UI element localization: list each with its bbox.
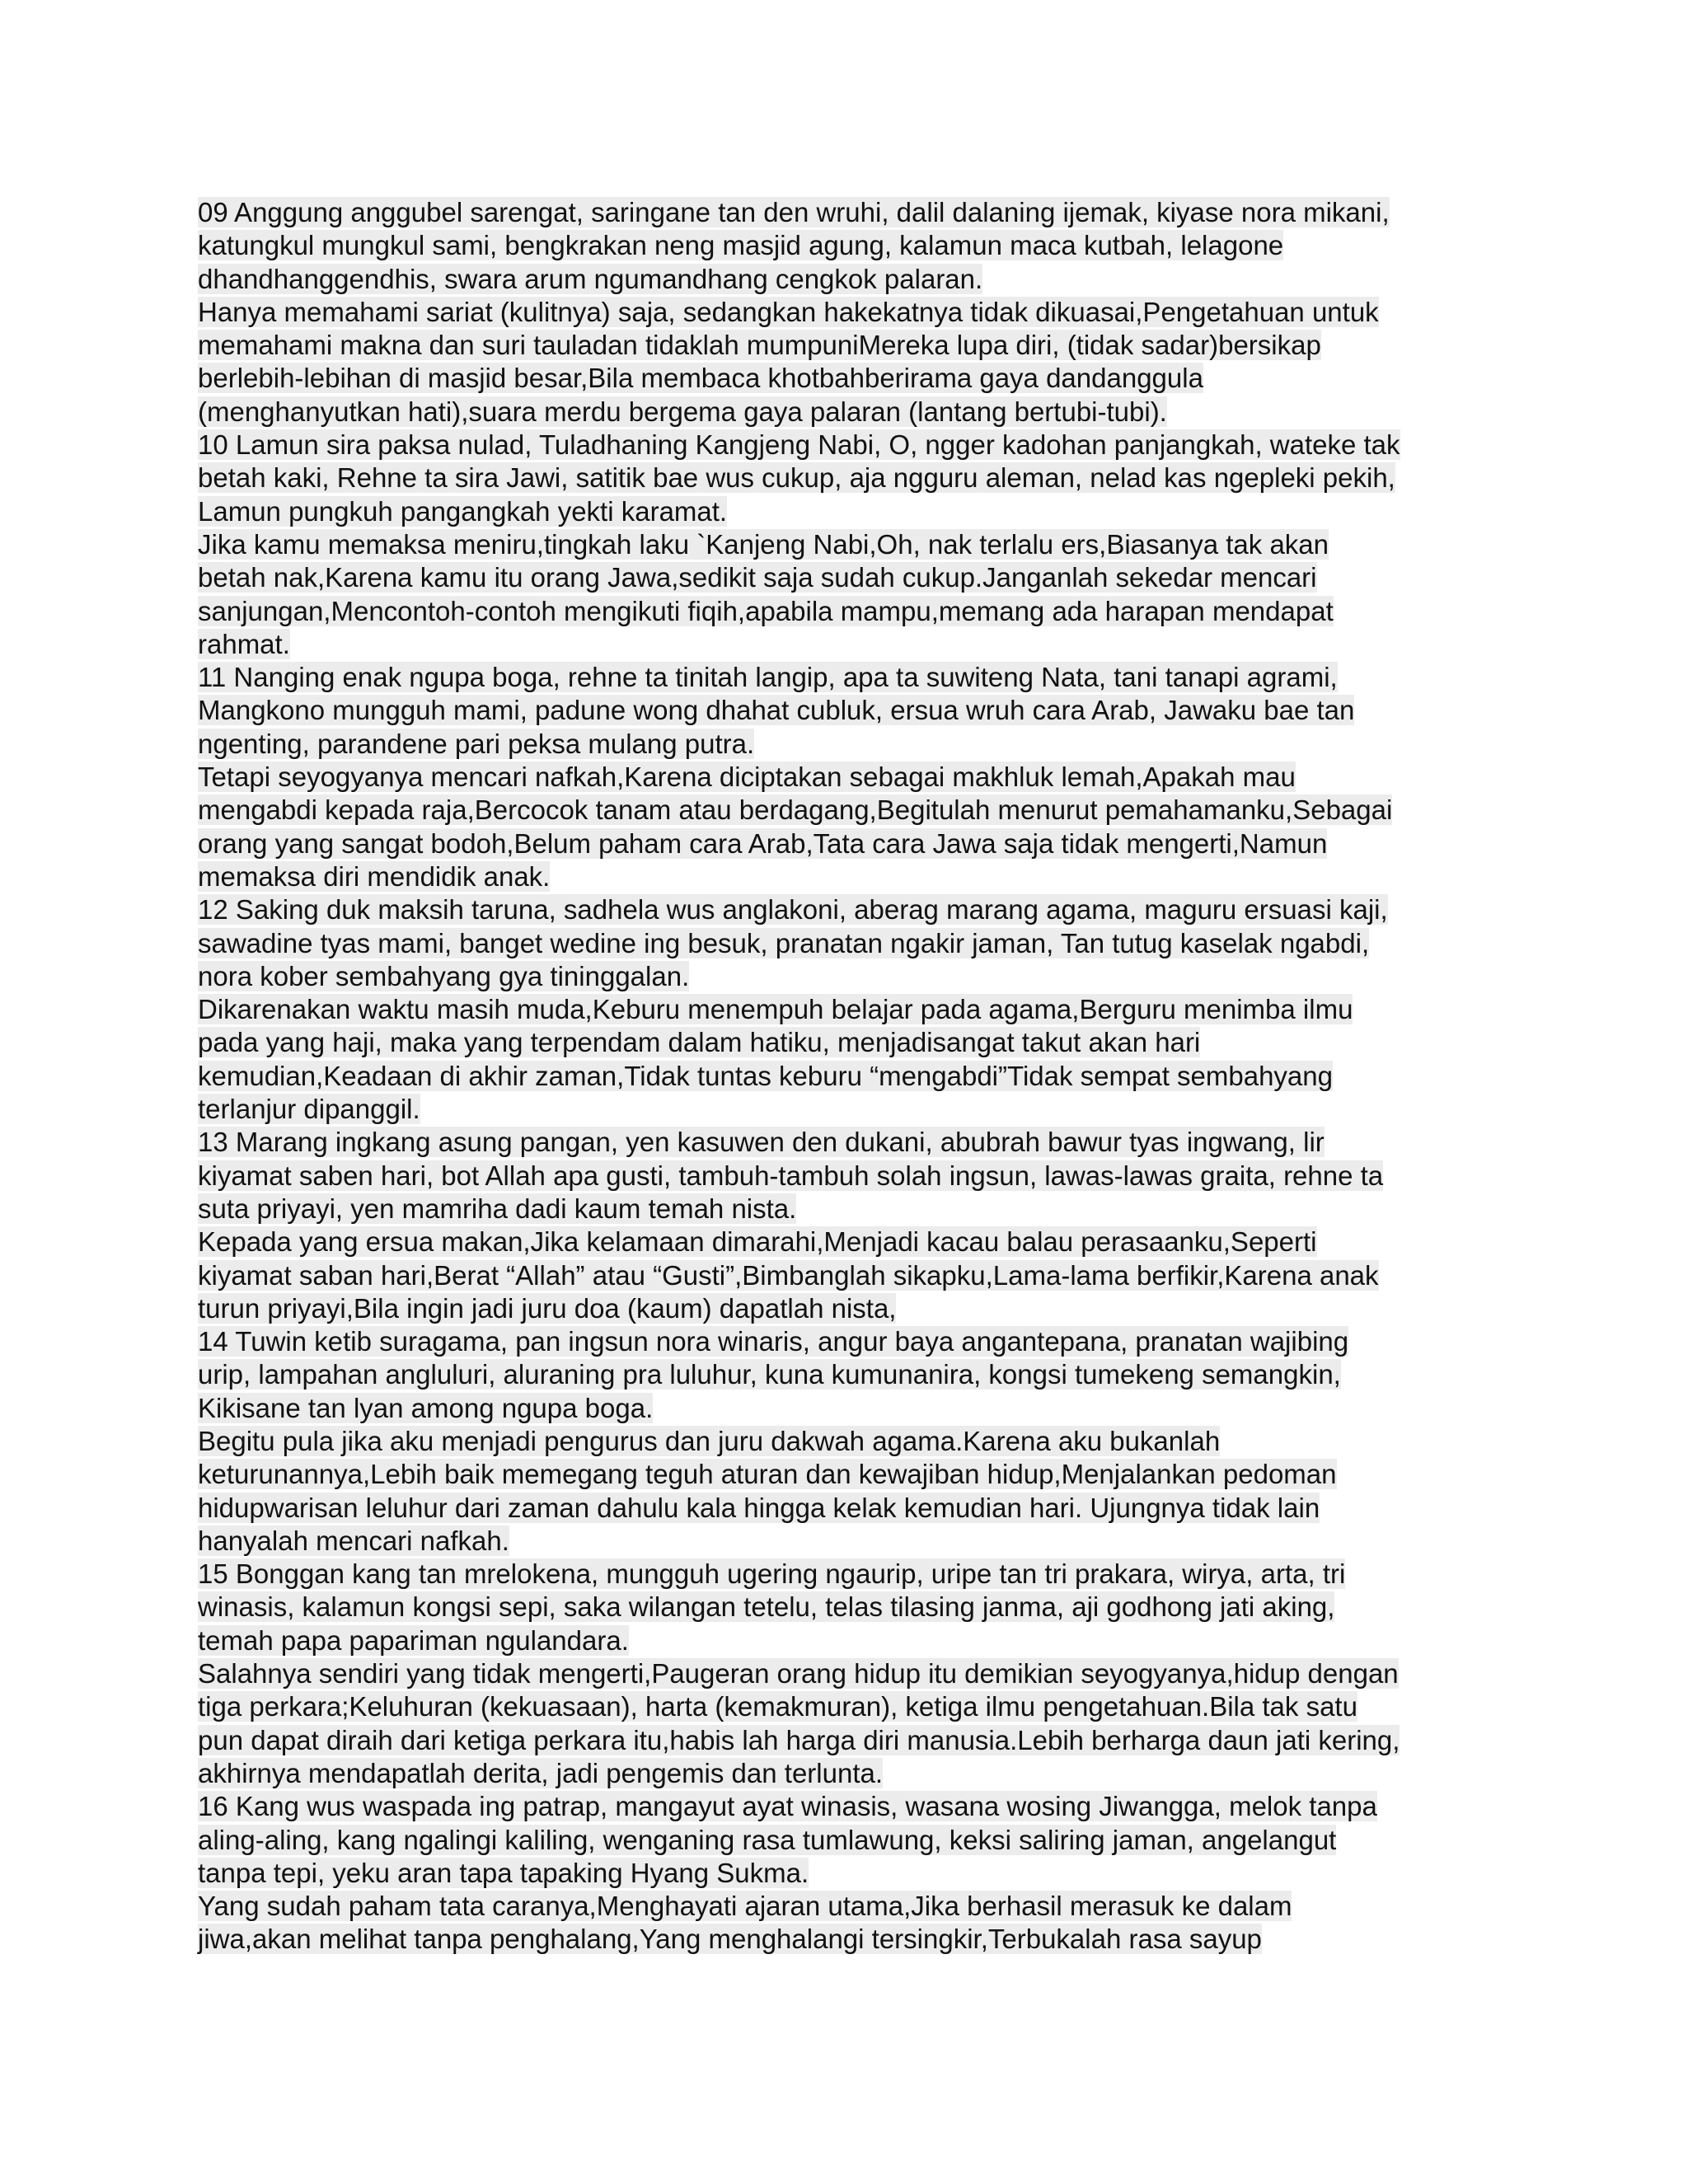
text-line bbox=[198, 694, 1500, 727]
text-line bbox=[198, 1624, 1500, 1657]
text-line-content: 13 Marang ingkang asung pangan, yen kasuwen den dukani, abubrah bawur tyas ingwang, lir bbox=[198, 1127, 1325, 1158]
text-line-content: memahami makna dan suri tauladan tidaklah mumpuniMereka lupa diri, (tidak sadar)bersikap bbox=[198, 330, 1321, 361]
text-line-content: Dikarenakan waktu masih muda,Keburu menempuh belajar pada agama,Berguru menimba ilmu bbox=[198, 994, 1353, 1025]
text-line bbox=[198, 1857, 1500, 1890]
text-line-content: keturunannya,Lebih baik memegang teguh aturan dan kewajiban hidup,Menjalankan pedoman bbox=[198, 1459, 1337, 1490]
text-line bbox=[198, 1093, 1500, 1126]
text-line-content: tiga perkara;Keluhuran (kekuasaan), harta (kemakmuran), ketiga ilmu pengetahuan.Bila tak satu bbox=[198, 1691, 1357, 1722]
text-line bbox=[198, 827, 1500, 860]
text-line-content: 11 Nanging enak ngupa boga, rehne ta tinitah langip, apa ta suwiteng Nata, tani tanapi agrami, bbox=[198, 662, 1338, 693]
text-line bbox=[198, 1060, 1500, 1093]
text-line bbox=[198, 329, 1500, 362]
text-line-content: suta priyayi, yen mamriha dadi kaum temah nista. bbox=[198, 1193, 797, 1224]
text-line-content: turun priyayi,Bila ingin jadi juru doa (kaum) dapatlah nista, bbox=[198, 1292, 897, 1324]
text-line bbox=[198, 728, 1500, 761]
text-line bbox=[198, 1757, 1500, 1790]
text-line-content: sanjungan,Mencontoh-contoh mengikuti fiqih,apabila mampu,memang ada harapan mendapat bbox=[198, 595, 1334, 626]
text-line-content: aling-aling, kang ngalingi kaliling, wenganing rasa tumlawung, keksi saliring jaman, angelangut bbox=[198, 1824, 1337, 1855]
text-line-content: sawadine tyas mami, banget wedine ing besuk, pranatan ngakir jaman, Tan tutug kaselak ngabdi, bbox=[198, 927, 1370, 958]
text-line bbox=[198, 993, 1500, 1026]
text-line-content: betah kaki, Rehne ta sira Jawi, satitik bae wus cukup, aja ngguru aleman, nelad kas ngepleki pekih, bbox=[198, 462, 1395, 494]
text-line-content: urip, lampahan angluluri, aluraning pra luluhur, kuna kumunanira, kongsi tumekeng semangkin, bbox=[198, 1359, 1341, 1390]
text-line bbox=[198, 1657, 1500, 1690]
text-line-content: ngenting, parandene pari peksa mulang putra. bbox=[198, 728, 755, 759]
text-line-content: Hanya memahami sariat (kulitnya) saja, sedangkan hakekatnya tidak dikuasai,Pengetahuan untuk bbox=[198, 296, 1379, 327]
text-line-content: berlebih-lebihan di masjid besar,Bila membaca khotbahberirama gaya dandanggula bbox=[198, 363, 1203, 394]
text-line bbox=[198, 1458, 1500, 1491]
text-line bbox=[198, 1591, 1500, 1624]
text-line-content: kiyamat saben hari, bot Allah apa gusti, tambuh-tambuh solah ingsun, lawas-lawas graita, rehne ta bbox=[198, 1160, 1384, 1191]
text-line bbox=[198, 860, 1500, 893]
text-line bbox=[198, 1890, 1500, 1923]
text-line-content: Jika kamu memaksa meniru,tingkah laku `Kanjeng Nabi,Oh, nak terlalu ers,Biasanya tak akan bbox=[198, 528, 1329, 560]
text-line-content: Lamun pungkuh pangangkah yekti karamat. bbox=[198, 495, 728, 527]
text-line-content: 16 Kang wus waspada ing patrap, mangayut ayat winasis, wasana wosing Jiwangga, melok tanpa bbox=[198, 1791, 1377, 1822]
text-line bbox=[198, 1259, 1500, 1292]
text-line bbox=[198, 794, 1500, 827]
text-line-content: Yang sudah paham tata caranya,Menghayati ajaran utama,Jika berhasil merasuk ke dalam bbox=[198, 1891, 1292, 1922]
text-line bbox=[198, 1923, 1500, 1956]
text-line bbox=[198, 960, 1500, 993]
text-line bbox=[198, 1724, 1500, 1757]
text-line-content: jiwa,akan melihat tanpa penghalang,Yang menghalangi tersingkir,Terbukalah rasa sayup bbox=[198, 1924, 1262, 1955]
text-line bbox=[198, 196, 1500, 229]
text-line bbox=[198, 1193, 1500, 1226]
text-line bbox=[198, 528, 1500, 561]
text-line bbox=[198, 229, 1500, 262]
text-line bbox=[198, 927, 1500, 960]
text-line bbox=[198, 1226, 1500, 1258]
text-line bbox=[198, 1690, 1500, 1723]
text-line bbox=[198, 1126, 1500, 1159]
text-line bbox=[198, 561, 1500, 594]
text-line bbox=[198, 1392, 1500, 1425]
text-line-content: memaksa diri mendidik anak. bbox=[198, 860, 551, 892]
text-line bbox=[198, 1325, 1500, 1358]
text-line-content: kiyamat saban hari,Berat “Allah” atau “Gusti”,Bimbanglah sikapku,Lama-lama berfikir,Karena anak bbox=[198, 1259, 1379, 1291]
text-line bbox=[198, 362, 1500, 395]
text-line bbox=[198, 1358, 1500, 1391]
text-line-content: akhirnya mendapatlah derita, jadi pengemis dan terlunta. bbox=[198, 1757, 884, 1788]
text-line bbox=[198, 296, 1500, 329]
text-line-content: hanyalah mencari nafkah. bbox=[198, 1525, 509, 1556]
text-line-content: 10 Lamun sira paksa nulad, Tuladhaning Kangjeng Nabi, O, ngger kadohan panjangkah, wateke tak bbox=[198, 429, 1400, 461]
text-line bbox=[198, 1026, 1500, 1059]
text-line-content: kemudian,Keadaan di akhir zaman,Tidak tuntas keburu “mengabdi”Tidak sempat sembahyang bbox=[198, 1060, 1333, 1091]
text-line bbox=[198, 761, 1500, 794]
text-line bbox=[198, 1525, 1500, 1558]
document-text bbox=[198, 196, 1500, 1957]
text-line bbox=[198, 1558, 1500, 1591]
text-line-content: (menghanyutkan hati),suara merdu bergema gaya palaran (lantang bertubi-tubi). bbox=[198, 396, 1167, 427]
text-line-content: Tetapi seyogyanya mencari nafkah,Karena diciptakan sebagai makhluk lemah,Apakah mau bbox=[198, 762, 1296, 793]
text-line-content: Kepada yang ersua makan,Jika kelamaan dimarahi,Menjadi kacau balau perasaanku,Seperti bbox=[198, 1226, 1317, 1258]
text-line bbox=[198, 1160, 1500, 1193]
text-line-content: mengabdi kepada raja,Bercocok tanam atau berdagang,Begitulah menurut pemahamanku,Sebagai bbox=[198, 794, 1393, 826]
text-line bbox=[198, 893, 1500, 926]
text-line-content: dhandhanggendhis, swara arum ngumandhang cengkok palaran. bbox=[198, 263, 983, 294]
text-line-content: tanpa tepi, yeku aran tapa tapaking Hyang Sukma. bbox=[198, 1857, 809, 1888]
text-line bbox=[198, 495, 1500, 528]
text-line bbox=[198, 396, 1500, 429]
text-line bbox=[198, 462, 1500, 494]
text-line bbox=[198, 1790, 1500, 1823]
text-line-content: 14 Tuwin ketib suragama, pan ingsun nora winaris, angur baya angantepana, pranatan wajibing bbox=[198, 1326, 1349, 1357]
text-line bbox=[198, 429, 1500, 462]
text-line bbox=[198, 1824, 1500, 1857]
text-line-content: temah papa papariman ngulandara. bbox=[198, 1624, 629, 1656]
text-line bbox=[198, 595, 1500, 628]
text-line-content: 09 Anggung anggubel sarengat, saringane tan den wruhi, dalil dalaning ijemak, kiyase nora mikani, bbox=[198, 197, 1390, 227]
text-line-content: hidupwarisan leluhur dari zaman dahulu kala hingga kelak kemudian hari. Ujungnya tidak lain bbox=[198, 1492, 1320, 1523]
text-line-content: orang yang sangat bodoh,Belum paham cara Arab,Tata cara Jawa saja tidak mengerti,Namun bbox=[198, 827, 1328, 859]
text-line-content: nora kober sembahyang gya tininggalan. bbox=[198, 960, 690, 991]
text-line bbox=[198, 628, 1500, 661]
text-line-content: Begitu pula jika aku menjadi pengurus dan juru dakwah agama.Karena aku bukanlah bbox=[198, 1425, 1221, 1456]
text-line-content: 15 Bonggan kang tan mrelokena, mungguh ugering ngaurip, uripe tan tri prakara, wirya, arta, tri bbox=[198, 1558, 1346, 1590]
text-line-content: winasis, kalamun kongsi sepi, saka wilangan tetelu, telas tilasing janma, aji godhong jati aking, bbox=[198, 1591, 1335, 1623]
text-line-content: Kikisane tan lyan among ngupa boga. bbox=[198, 1392, 654, 1423]
text-line-content: terlanjur dipanggil. bbox=[198, 1094, 420, 1125]
text-line-content: betah nak,Karena kamu itu orang Jawa,sedikit saja sudah cukup.Janganlah sekedar mencari bbox=[198, 562, 1317, 593]
text-line-content: 12 Saking duk maksih taruna, sadhela wus anglakoni, aberag marang agama, maguru ersuasi kaji, bbox=[198, 894, 1388, 926]
text-line bbox=[198, 1492, 1500, 1525]
text-line-content: pada yang haji, maka yang terpendam dalam hatiku, menjadisangat takut akan hari bbox=[198, 1027, 1201, 1058]
text-line bbox=[198, 263, 1500, 296]
text-line-content: pun dapat diraih dari ketiga perkara itu,habis lah harga diri manusia.Lebih berharga daun jati kering, bbox=[198, 1724, 1400, 1755]
text-line bbox=[198, 1292, 1500, 1325]
text-line-content: Salahnya sendiri yang tidak mengerti,Paugeran orang hidup itu demikian seyogyanya,hidup dengan bbox=[198, 1658, 1399, 1690]
text-line-content: rahmat. bbox=[198, 628, 290, 659]
text-line bbox=[198, 1425, 1500, 1458]
text-line-content: Mangkono mungguh mami, padune wong dhahat cubluk, ersua wruh cara Arab, Jawaku bae tan bbox=[198, 695, 1355, 726]
text-line bbox=[198, 661, 1500, 694]
text-line-content: katungkul mungkul sami, bengkrakan neng masjid agung, kalamun maca kutbah, lelagone bbox=[198, 230, 1284, 261]
